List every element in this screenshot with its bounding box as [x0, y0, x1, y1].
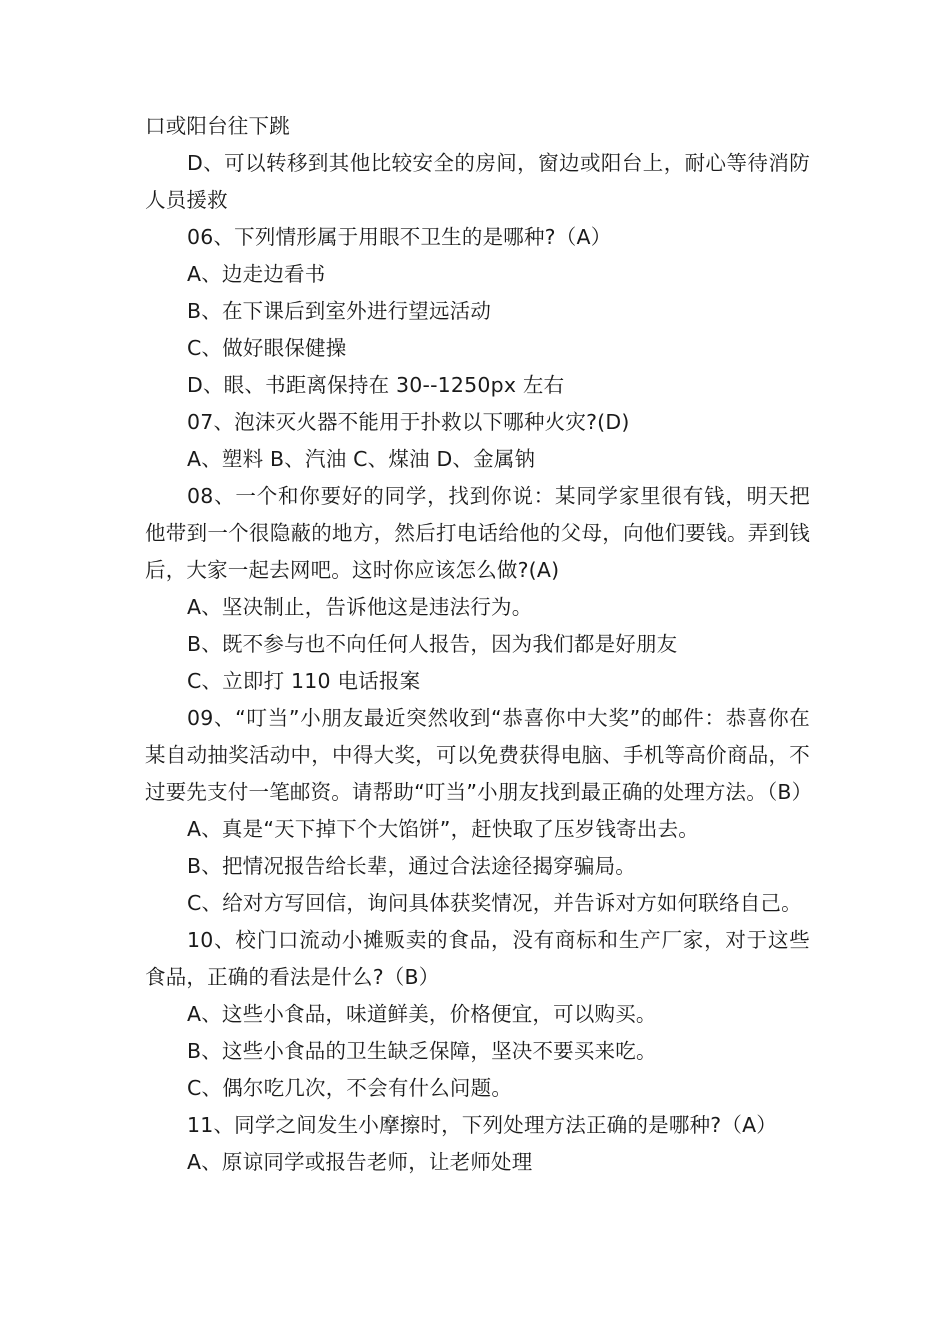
answer-option: A、这些小食品，味道鲜美，价格便宜，可以购买。: [187, 1002, 657, 1026]
answer-option: B、把情况报告给长辈，通过合法途径揭穿骗局。: [187, 854, 636, 878]
question: 08、一个和你要好的同学，找到你说：某同学家里很有钱，明天把他带到一个很隐蔽的地方，然后打电话给他的父母，向他们要钱。弄到钱后，大家一起去网吧。这时你应该怎么做?(A): [145, 484, 810, 582]
answer-option: B、在下课后到室外进行望远活动: [187, 299, 492, 323]
answer-option: A、坚决制止，告诉他这是违法行为。: [187, 595, 533, 619]
answer-option: C、给对方写回信，询问具体获奖情况，并告诉对方如何联络自己。: [187, 891, 802, 915]
answer-option: B、既不参与也不向任何人报告，因为我们都是好朋友: [187, 632, 678, 656]
answer-option: D、可以转移到其他比较安全的房间，窗边或阳台上，耐心等待消防人员援救: [145, 151, 810, 212]
answer-option: A、边走边看书: [187, 262, 326, 286]
question: 06、下列情形属于用眼不卫生的是哪种?（A）: [187, 225, 612, 249]
answer-option: B、这些小食品的卫生缺乏保障，坚决不要买来吃。: [187, 1039, 657, 1063]
answer-option: A、原谅同学或报告老师，让老师处理: [187, 1150, 533, 1174]
answer-option: C、偶尔吃几次，不会有什么问题。: [187, 1076, 513, 1100]
answer-option: D、眼、书距离保持在 30--1250px 左右: [187, 373, 565, 397]
document-body: [145, 108, 813, 1181]
question: 09、“叮当”小朋友最近突然收到“恭喜你中大奖”的邮件：恭喜你在某自动抽奖活动中，中得大奖，可以免费获得电脑、手机等高价商品，不过要先支付一笔邮资。请帮助“叮当”小朋友找到最正确的处理方法。（B）: [145, 706, 813, 804]
paragraph: 口或阳台往下跳: [145, 114, 290, 138]
answer-option: A、真是“天下掉下个大馅饼”，赶快取了压岁钱寄出去。: [187, 817, 699, 841]
question: 10、校门口流动小摊贩卖的食品，没有商标和生产厂家，对于这些食品，正确的看法是什么?（B）: [145, 928, 810, 989]
question: 11、同学之间发生小摩擦时，下列处理方法正确的是哪种?（A）: [187, 1113, 777, 1137]
answer-option: C、立即打 110 电话报案: [187, 669, 421, 693]
question: 07、泡沫灭火器不能用于扑救以下哪种火灾?(D): [187, 410, 630, 434]
answer-option: A、塑料 B、汽油 C、煤油 D、金属钠: [187, 447, 536, 471]
answer-option: C、做好眼保健操: [187, 336, 347, 360]
